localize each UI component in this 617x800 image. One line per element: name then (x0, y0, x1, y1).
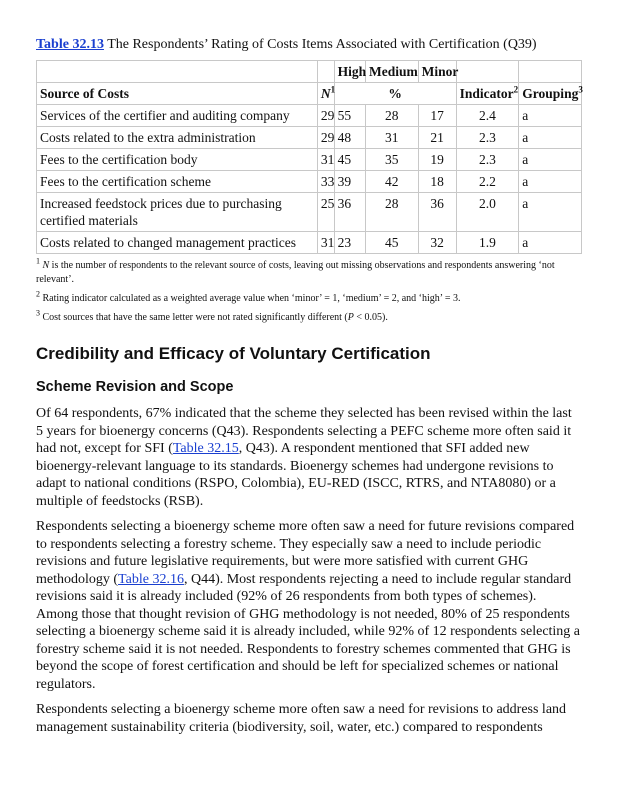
cell-source: Fees to the certification body (37, 149, 318, 171)
cell-medium: 28 (366, 193, 419, 232)
cell-indicator: 2.3 (456, 149, 519, 171)
footnote-1: $^1$ N is the number of respondents to the relevant source of costs, leaving out missing observations and respondents answering ‘not relevant’. (36, 256, 555, 285)
cell-indicator: 2.4 (456, 105, 519, 127)
cell-grouping: a (519, 193, 582, 232)
header-grouping: Grouping$^3$ (519, 83, 582, 105)
cell-n: 31 (317, 149, 334, 171)
header-empty (37, 61, 318, 83)
cell-n: 29 (317, 127, 334, 149)
cell-high: 48 (334, 127, 365, 149)
cell-high: 55 (334, 105, 365, 127)
header-source: Source of Costs (37, 83, 318, 105)
cell-source: Increased feedstock prices due to purchasing certified materials (37, 193, 318, 232)
header-empty (519, 61, 582, 83)
cell-grouping: a (519, 232, 582, 254)
table-caption (36, 36, 581, 54)
cell-high: 45 (334, 149, 365, 171)
cell-medium: 28 (366, 105, 419, 127)
cell-indicator: 1.9 (456, 232, 519, 254)
cell-indicator: 2.3 (456, 127, 519, 149)
cell-source: Fees to the certification scheme (37, 171, 318, 193)
header-percent: % (334, 83, 456, 105)
cell-grouping: a (519, 149, 582, 171)
table-32-16-link[interactable]: Table 32.16 (118, 571, 184, 587)
cell-n: 25 (317, 193, 334, 232)
paragraph-1: Of 64 respondents, 67% indicated that the scheme they selected has been revised within the last 5 years for bioenergy concerns (Q43). Respondents selecting a PEFC scheme more often said it had not, except for SFI (Table 32.15, Q43). A respondent mentioned that SFI added new bioenergy-relevant language to its standards. Bioenergy schemes had undergone revisions to adapt to national conditions (RSPO, Colombia), EU-RED (ISCC, RTRS, and NTA8080) or a multiple of feedstocks (RSB). (36, 406, 572, 509)
table-row (37, 171, 582, 193)
cell-high: 39 (334, 171, 365, 193)
header-empty (317, 61, 334, 83)
table-row (37, 193, 582, 232)
table-row (37, 149, 582, 171)
cell-n: 29 (317, 105, 334, 127)
cell-grouping: a (519, 105, 582, 127)
table-header-row-1 (37, 61, 582, 83)
cell-source: Costs related to changed management practices (37, 232, 318, 254)
table-row (37, 105, 582, 127)
section-heading: Credibility and Efficacy of Voluntary Certification (36, 344, 431, 363)
cell-source: Costs related to the extra administration (37, 127, 318, 149)
header-high: High (334, 61, 365, 83)
cell-source: Services of the certifier and auditing company (37, 105, 318, 127)
paragraph-3: Respondents selecting a bioenergy scheme more often saw a need for revisions to address land management sustainability criteria (biodiversity, soil, water, etc.) compared to respondents (36, 702, 567, 735)
table-row (37, 232, 582, 254)
cell-n: 31 (317, 232, 334, 254)
table-row (37, 127, 582, 149)
cell-grouping: a (519, 171, 582, 193)
cell-indicator: 2.0 (456, 193, 519, 232)
cell-minor: 32 (418, 232, 456, 254)
cell-medium: 31 (366, 127, 419, 149)
subsection-heading: Scheme Revision and Scope (36, 379, 234, 395)
table-caption-text: The Respondents’ Rating of Costs Items Associated with Certification (Q39) (103, 37, 537, 52)
cell-medium: 42 (366, 171, 419, 193)
cell-high: 36 (334, 193, 365, 232)
header-minor: Minor (418, 61, 456, 83)
cell-medium: 35 (366, 149, 419, 171)
costs-rating-table (36, 60, 582, 254)
table-32-13-link[interactable]: Table 32.13 (36, 37, 104, 52)
table-32-15-link[interactable]: Table 32.15 (172, 441, 239, 456)
cell-minor: 19 (418, 149, 456, 171)
cell-grouping: a (519, 127, 582, 149)
footnote-3: $^3$ Cost sources that have the same letter were not rated significantly different (P < 0.05). (36, 308, 388, 323)
header-indicator: Indicator$^2$ (456, 83, 519, 105)
cell-indicator: 2.2 (456, 171, 519, 193)
header-medium: Medium (366, 61, 419, 83)
cell-minor: 17 (418, 105, 456, 127)
footnote-2: $^2$ Rating indicator calculated as a weighted average value when ‘minor’ = 1, ‘medium’ = 2, and ‘high’ = 3. (36, 289, 461, 304)
cell-medium: 45 (366, 232, 419, 254)
cell-minor: 21 (418, 127, 456, 149)
cell-high: 23 (334, 232, 365, 254)
table-header-row-2 (37, 83, 582, 105)
paragraph-2: Respondents selecting a bioenergy scheme more often saw a need for future revisions compared to respondents selecting a forestry scheme. They especially saw a need to include periodic revisions and future legislative requirements, but were more satisfied with current GHG methodology (Table 32.16, Q44). Most respondents rejecting a need to include regular standard revisions said it is already included (92% of 26 respondents from both types of schemes). Among those that thought revision of GHG methodology is not needed, 80% of 25 respondents selecting a bioenergy scheme said it is already included, while 92% of 12 respondents selecting a forestry scheme said it is not needed. Respondents to forestry schemes commented that GHG is beyond the scope of forest certification and should be left for specialized schemes or national regulators. (36, 519, 581, 692)
header-n: $N^1$ (317, 83, 334, 105)
header-empty (456, 61, 519, 83)
cell-minor: 36 (418, 193, 456, 232)
cell-n: 33 (317, 171, 334, 193)
cell-minor: 18 (418, 171, 456, 193)
